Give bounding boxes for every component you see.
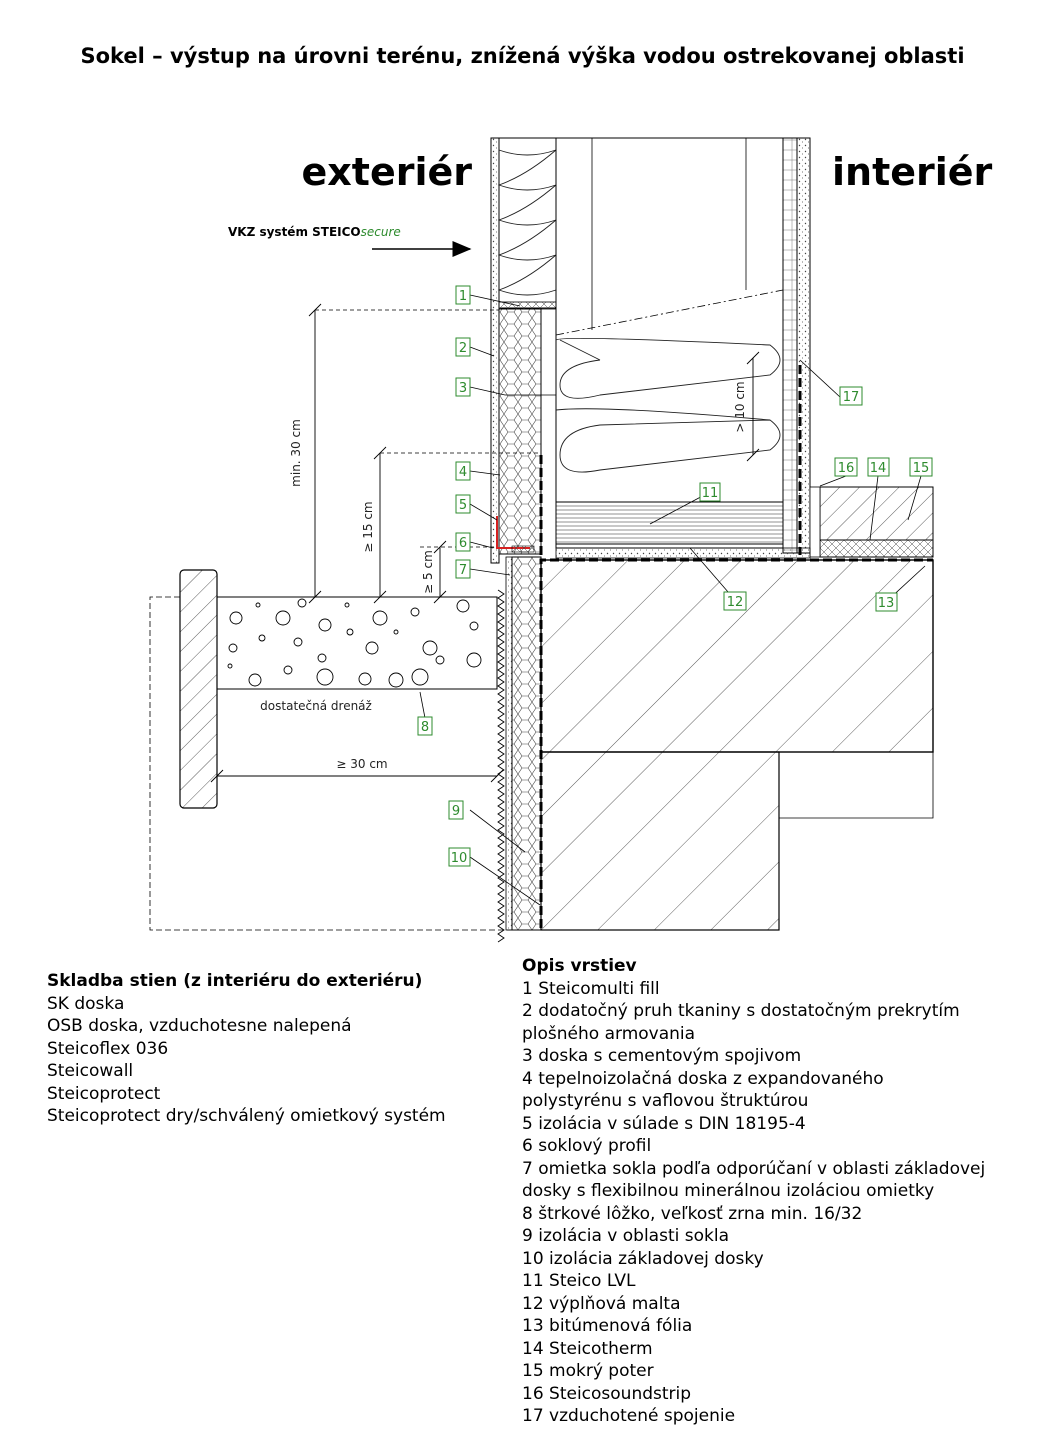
svg-text:5: 5 — [458, 498, 468, 513]
callout-11 — [700, 483, 720, 501]
floor-screed — [820, 487, 933, 540]
system-label-suffix: secure — [360, 225, 401, 239]
callout-15 — [910, 458, 932, 476]
list-item: 6 soklový profil — [522, 1136, 652, 1156]
callout-12 — [724, 592, 746, 610]
layer-description-heading: Opis vrstiev — [522, 956, 637, 976]
layer-description-list — [522, 978, 1042, 1428]
svg-text:17: 17 — [842, 390, 860, 405]
svg-text:10: 10 — [450, 851, 468, 866]
svg-text:6: 6 — [458, 536, 468, 551]
list-item: polystyrénu s vaflovou štruktúrou — [522, 1091, 809, 1111]
wall-composition — [47, 970, 507, 1128]
list-item: 4 tepelnoizolačná doska z expandovaného — [522, 1068, 884, 1089]
drainage-membrane — [498, 590, 504, 942]
svg-text:3: 3 — [458, 381, 468, 396]
list-item: 14 Steicotherm — [522, 1338, 653, 1359]
list-item: 10 izolácia základovej dosky — [522, 1248, 764, 1269]
callout-8 — [418, 717, 432, 735]
list-item: OSB doska, vzduchotesne nalepená — [47, 1016, 352, 1036]
list-item: plošného armovania — [522, 1023, 696, 1044]
interior-osb-layer — [783, 138, 797, 553]
layer-description — [522, 955, 1042, 1428]
list-item: 2 dodatočný pruh tkaniny s dostatočným prekrytím — [522, 1001, 960, 1021]
callout-4 — [456, 462, 470, 480]
list-item: 13 bitúmenová fólia — [522, 1316, 693, 1336]
interior-label: interiér — [832, 150, 993, 194]
svg-text:13: 13 — [877, 596, 895, 611]
callout-5 — [456, 495, 470, 513]
callout-3 — [456, 378, 470, 396]
list-item: 3 doska s cementovým spojivom — [522, 1046, 802, 1066]
svg-text:2: 2 — [458, 341, 468, 356]
plinth-profile-cap — [512, 546, 534, 552]
steico-lvl-beam — [556, 502, 783, 544]
list-item: Steicowall — [47, 1061, 134, 1081]
dim-ge5: ≥ 5 cm — [421, 550, 435, 594]
svg-text:9: 9 — [451, 804, 461, 819]
drainage-label: dostatečná drenáž — [260, 699, 372, 713]
svg-text:8: 8 — [420, 720, 430, 735]
callout-10 — [449, 848, 470, 866]
dim-ge30: ≥ 30 cm — [336, 757, 388, 771]
callout-7 — [456, 560, 470, 578]
plinth-insulation — [512, 557, 541, 930]
page-title: Sokel – výstup na úrovni terénu, znížená výška vodou ostrekovanej oblasti — [80, 44, 965, 68]
callout-9 — [449, 801, 463, 819]
exterior-label: exteriér — [301, 150, 472, 194]
list-item: 7 omietka sokla podľa odporúčaní v oblasti základovej — [522, 1158, 986, 1179]
system-label — [228, 225, 470, 249]
plinth-plaster — [506, 557, 512, 930]
list-item: Steicoflex 036 — [47, 1038, 169, 1059]
system-label-prefix: VKZ systém STEICO — [228, 225, 361, 239]
foundation-footing — [541, 752, 779, 930]
svg-text:1: 1 — [458, 289, 468, 304]
exterior-plaster-layer — [491, 138, 499, 563]
dim-ge15: ≥ 15 cm — [361, 501, 375, 553]
svg-text:14: 14 — [869, 461, 887, 476]
list-item: SK doska — [47, 993, 125, 1014]
soundstrip — [810, 487, 820, 557]
svg-text:11: 11 — [701, 486, 719, 501]
list-item: 8 štrkové lôžko, veľkosť zrna min. 16/32 — [522, 1203, 863, 1224]
list-item: Steicoprotect — [47, 1083, 161, 1104]
wall-composition-heading: Skladba stien (z interiéru do exteriéru) — [47, 971, 423, 991]
list-item: dosky s flexibilnou minerálnou izoláciou omietky — [522, 1181, 935, 1201]
list-item: 16 Steicosoundstrip — [522, 1383, 692, 1404]
list-item: 12 výplňová malta — [522, 1293, 681, 1314]
floor-insulation — [820, 540, 933, 557]
dim-min30: min. 30 cm — [289, 419, 303, 487]
foundation-slab — [541, 560, 933, 752]
list-item: 11 Steico LVL — [522, 1271, 636, 1291]
callout-17 — [840, 387, 862, 405]
callout-1 — [456, 286, 470, 304]
list-item: 9 izolácia v oblasti sokla — [522, 1226, 729, 1246]
wall-composition-list — [47, 993, 507, 1128]
retaining-wall — [180, 570, 217, 808]
svg-text:7: 7 — [458, 563, 468, 578]
callout-16 — [835, 458, 857, 476]
list-item: Steicoprotect dry/schválený omietkový systém — [47, 1106, 446, 1126]
callout-6 — [456, 533, 470, 551]
svg-text:15: 15 — [912, 461, 930, 476]
callout-14 — [868, 458, 889, 476]
svg-text:VKZ systém STEICOsecure — [228, 225, 401, 239]
filler-mortar — [556, 548, 810, 558]
list-item: 1 Steicomulti fill — [522, 978, 660, 999]
dim-gt10: > 10 cm — [733, 381, 747, 433]
svg-text:4: 4 — [458, 465, 468, 480]
list-item: 15 mokrý poter — [522, 1361, 654, 1381]
cement-board-layer — [499, 309, 541, 554]
callout-2 — [456, 338, 470, 356]
svg-text:12: 12 — [726, 595, 744, 610]
list-item: 5 izolácia v súlade s DIN 18195-4 — [522, 1113, 806, 1134]
svg-text:16: 16 — [837, 461, 855, 476]
callout-13 — [876, 593, 897, 611]
list-item: 17 vzduchotené spojenie — [522, 1406, 736, 1426]
wall-stud-zone — [556, 138, 783, 548]
